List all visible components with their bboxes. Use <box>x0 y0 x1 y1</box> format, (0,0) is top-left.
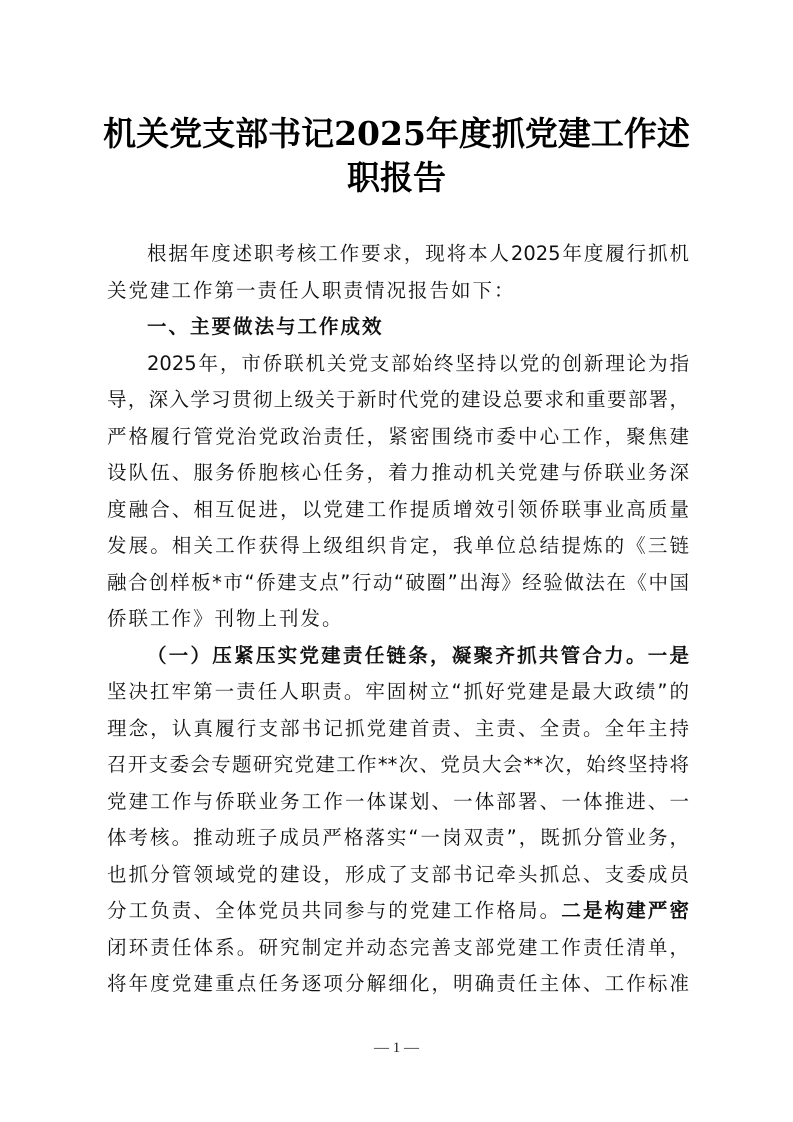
document-title <box>100 112 693 200</box>
document-body <box>107 236 689 1003</box>
title-line-1: 机关党支部书记2025年度抓党建工作述 <box>103 114 690 153</box>
paragraph-line: 召开支委会专题研究党建工作**次、党员大会**次，始终坚持将 <box>107 753 689 776</box>
paragraph-line: 理念，认真履行支部书记抓党建首责、主责、全责。全年主持 <box>107 716 689 740</box>
point-lead: 二是构建严密 <box>561 899 689 922</box>
paragraph-text: 分工负责、全体党员共同参与的党建工作格局。 <box>107 899 562 922</box>
subsection-lead: 一是 <box>647 643 689 667</box>
paragraph-line: 也抓分管领域党的建设，形成了支部书记牵头抓总、支委成员 <box>107 862 689 886</box>
paragraph-line: 体考核。推动班子成员严格落实“一岗双责”，既抓分管业务， <box>107 826 689 849</box>
section-heading: 一、主要做法与工作成效 <box>147 315 384 338</box>
paragraph-line: 融合创样板*市“侨建支点”行动“破圈”出海》经验做法在《中国 <box>107 570 689 594</box>
paragraph-line: 设队伍、服务侨胞核心任务，着力推动机关党建与侨联业务深 <box>107 461 689 484</box>
paragraph-line <box>107 893 689 930</box>
paragraph-line: 根据年度述职考核工作要求，现将本人2025年度履行抓机 <box>147 242 689 265</box>
subsection-heading: （一）压紧压实党建责任链条，凝聚齐抓共管合力。 <box>147 643 648 667</box>
paragraph-line: 严格履行管党治党政治责任，紧密围绕市委中心工作，聚焦建 <box>107 424 689 448</box>
paragraph-line: 2025年，市侨联机关党支部始终坚持以党的创新理论为指 <box>147 351 689 375</box>
paragraph-line: 侨联工作》刊物上刊发。 <box>107 607 344 630</box>
paragraph-line: 党建工作与侨联业务工作一体谋划、一体部署、一体推进、一 <box>107 789 689 813</box>
title-line-2: 职报告 <box>347 158 446 197</box>
paragraph-line: 发展。相关工作获得上级组织肯定，我单位总结提炼的《三链 <box>107 534 689 557</box>
paragraph-line: 将年度党建重点任务逐项分解细化，明确责任主体、工作标准 <box>107 972 689 995</box>
paragraph-line: 坚决扛牢第一责任人职责。牢固树立“抓好党建是最大政绩”的 <box>107 680 689 703</box>
paragraph-line: 导，深入学习贯彻上级关于新时代党的建设总要求和重要部署， <box>107 388 689 411</box>
paragraph-line: 关党建工作第一责任人职责情况报告如下： <box>107 278 516 302</box>
subsection-heading-line <box>107 638 689 675</box>
page-number: — 1 — <box>374 1040 419 1056</box>
paragraph-line: 度融合、相互促进，以党建工作提质增效引领侨联事业高质量 <box>107 497 689 521</box>
paragraph-line: 闭环责任体系。研究制定并动态完善支部党建工作责任清单， <box>107 935 689 959</box>
